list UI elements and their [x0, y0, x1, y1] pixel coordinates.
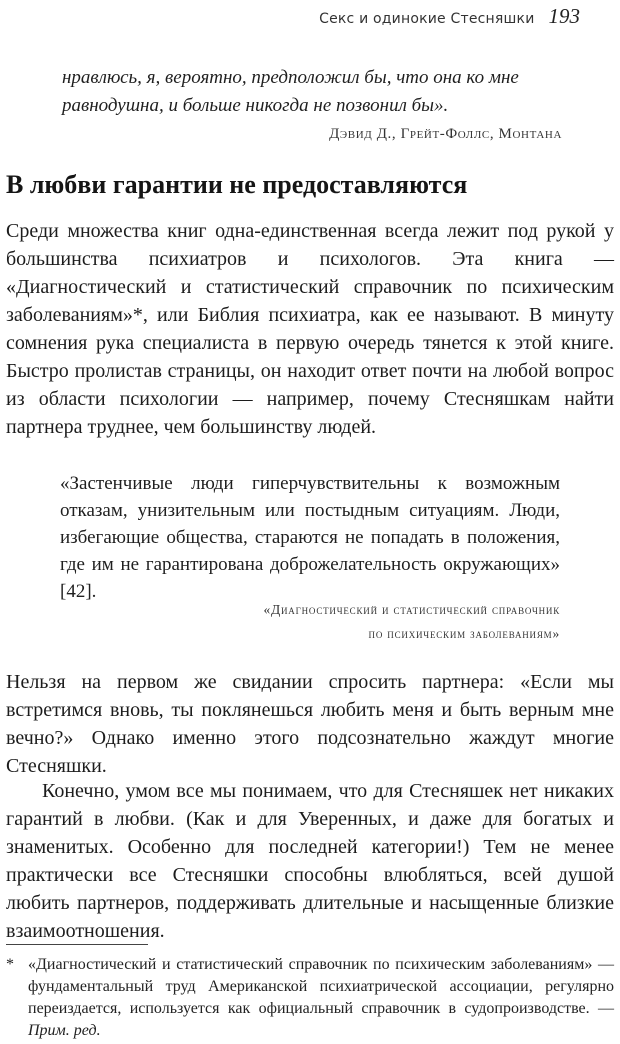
block-quote-source-line-2: по психическим заболеваниям» — [368, 626, 560, 641]
footnote — [6, 954, 614, 1042]
running-header — [319, 4, 580, 26]
page-number: 193 — [548, 4, 580, 28]
footnote-mark: * — [6, 956, 14, 973]
block-quote-source — [60, 598, 560, 646]
epigraph-author: Дэвид Д., Грейт-Фоллс, Монтана — [329, 126, 562, 142]
block-quote: «Застенчивые люди гиперчувствительны к возможным отказам, унизительным или постыдным ситуациям. Люди, избегающие общества, стараются не попадать в положения, где им не гарантирована доброжелательность окружающих» [42]. — [60, 473, 560, 602]
footnote-divider — [6, 944, 148, 945]
epigraph-quote: нравлюсь, я, вероятно, предположил бы, что она ко мне равнодушна, и больше никогда не позвонил бы». — [62, 67, 519, 116]
body-paragraph-3: Конечно, умом все мы понимаем, что для Стесняшек нет никаких гарантий в любви. (Как и для Уверенных, и даже для богатых и знаменитых. Особенно для последней категории!) Тем не менее практически все Стесняшки способны влюбляться, всей душой любить партнеров, поддерживать длительные и насыщенные близкие взаимоотношения. — [6, 780, 614, 942]
body-paragraph-2: Нельзя на первом же свидании спросить партнера: «Если мы встретимся вновь, ты поклянешься любить меня и быть верным мне вечно?» Однако именно этого подсознательно жаждут многие Стесняшки. — [6, 671, 614, 777]
section-heading: В любви гарантии не предоставляются — [6, 170, 468, 199]
epigraph — [62, 64, 562, 143]
block-quote-source-line-1: «Диагностический и статистический справочник — [263, 602, 560, 617]
body-paragraph-1: Среди множества книг одна-единственная всегда лежит под рукой у большинства психиатров и психологов. Эта книга — «Диагностический и статистический справочник по психическим заболеваниям»*, или Библия психиатра, как ее называют. В минуту сомнения рука специалиста в первую очередь тянется к этой книге. Быстро пролистав страницы, он находит ответ почти на любой вопрос из области психологии — например, почему Стесняшкам найти партнера труднее, чем большинству людей. — [6, 220, 614, 438]
footnote-text: «Диагностический и статистический справочник по психическим заболеваниям» — фундаментальный труд Американской психиатрической ассоциации, регулярно переиздается, используется как официальный справочник в судопроизводстве. — — [28, 956, 614, 1017]
footnote-editor-note: Прим. ред. — [28, 1022, 101, 1039]
running-title: Секс и одинокие Стесняшки — [319, 11, 535, 27]
